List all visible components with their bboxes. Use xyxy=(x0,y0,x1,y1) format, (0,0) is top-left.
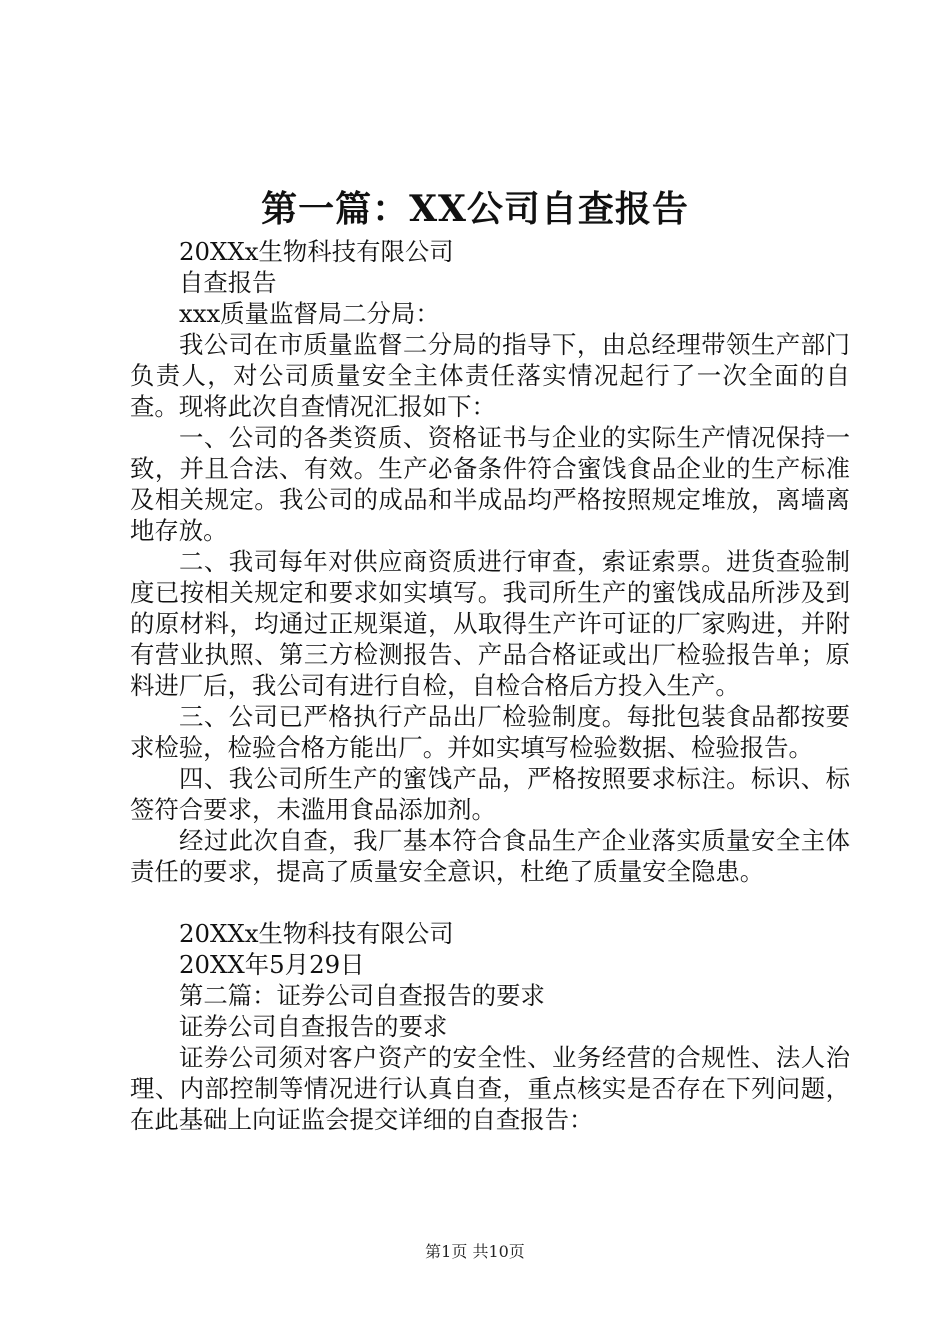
section-one-paragraph: 一、公司的各类资质、资格证书与企业的实际生产情况保持一致，并且合法、有效。生产必备条件符合蜜饯食品企业的生产标准及相关规定。我公司的成品和半成品均严格按照规定堆放，离墙离地存放。 xyxy=(130,423,850,545)
second-article-title: 第二篇：证券公司自查报告的要求 xyxy=(179,981,545,1010)
second-article-paragraph: 证券公司须对客户资产的安全性、业务经营的合规性、法人治理、内部控制等情况进行认真自查，重点核实是否存在下列问题，在此基础上向证监会提交详细的自查报告： xyxy=(130,1043,850,1134)
intro-paragraph: 我公司在市质量监督二分局的指导下，由总经理带领生产部门负责人，对公司质量安全主体责任落实情况起行了一次全面的自查。现将此次自查情况汇报如下： xyxy=(130,330,850,421)
document-body xyxy=(130,236,850,1135)
second-article-subtitle: 证券公司自查报告的要求 xyxy=(179,1012,448,1041)
conclusion-paragraph: 经过此次自查，我厂基本符合食品生产企业落实质量安全主体责任的要求，提高了质量安全意识，杜绝了质量安全隐患。 xyxy=(130,826,850,886)
section-two-paragraph: 二、我司每年对供应商资质进行审查，索证索票。进货查验制度已按相关规定和要求如实填写。我司所生产的蜜饯成品所涉及到的原材料，均通过正规渠道，从取得生产许可证的厂家购进，并附有营业执照、第三方检测报告、产品合格证或出厂检验报告单；原料进厂后，我公司有进行自检，自检合格后方投入生产。 xyxy=(130,547,850,700)
page-footer: 第1页 共10页 xyxy=(425,1242,525,1261)
signature-date: 20XX年5月29日 xyxy=(179,950,365,979)
section-three-paragraph: 三、公司已严格执行产品出厂检验制度。每批包装食品都按要求检验，检验合格方能出厂。并如实填写检验数据、检验报告。 xyxy=(130,702,850,762)
addressee-line: xxx质量监督局二分局： xyxy=(179,299,440,328)
document-title: 第一篇：XX公司自查报告 xyxy=(261,188,689,230)
section-four-paragraph: 四、我公司所生产的蜜饯产品，严格按照要求标注。标识、标签符合要求，未滥用食品添加剂。 xyxy=(130,764,850,824)
signature-company: 20XXx生物科技有限公司 xyxy=(179,919,454,948)
report-label-line: 自查报告 xyxy=(179,268,277,297)
blank-line xyxy=(130,887,850,918)
company-name-line: 20XXx生物科技有限公司 xyxy=(179,237,454,266)
